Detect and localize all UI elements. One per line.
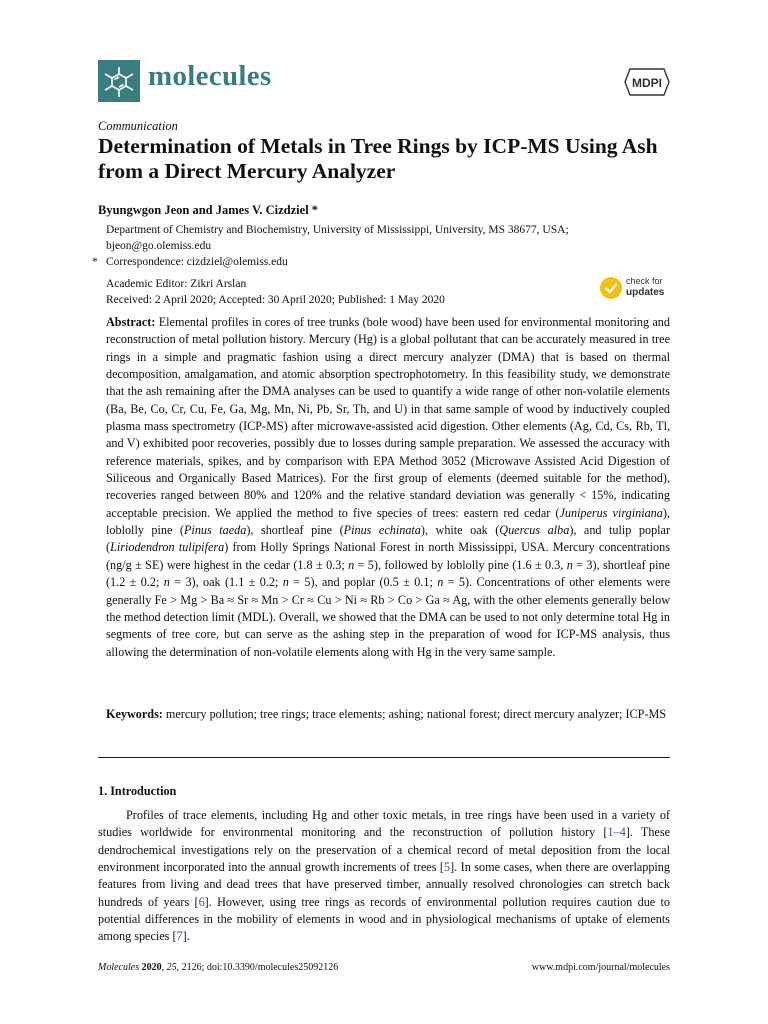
species-name: Juniperus virginiana <box>559 505 663 520</box>
abstract-text: ), and tulip poplar ( <box>106 523 671 555</box>
abstract-text: = 5), and poplar (0.5 ± 0.1; <box>288 575 438 590</box>
section-divider <box>98 757 670 758</box>
footer-journal: Molecules <box>98 962 140 973</box>
keywords <box>106 706 670 723</box>
sample-size-symbol: n <box>348 557 355 572</box>
abstract-text: ), white oak ( <box>420 523 500 538</box>
checkmark-icon <box>600 277 622 299</box>
keywords-text: mercury pollution; tree rings; trace elements; ashing; national forest; direct mercury analyzer; ICP-MS <box>162 707 667 721</box>
keywords-label: Keywords: <box>106 707 163 721</box>
journal-name: molecules <box>148 60 272 92</box>
abstract-text: = 5), followed by loblolly pine (1.6 ± 0.3, <box>354 557 567 572</box>
abstract-text: = 5). Concentrations of other elements were generally Fe > Mg > Ba ≈ Sr ≈ Mn > Cr ≈ Cu > Ni ≈ Rb > Co > Ga ≈ Ag, with the other elements generally below the method detection limit (MDL). Overall, we showed that the DMA can be used to not only determine total Hg in segments of tree core, but can serve as the ashing step in the preparation of wood for ICP-MS analysis, thus allowing the determination of non-volatile elements along with Hg in the very same sample. <box>106 575 670 659</box>
molecules-logo-icon <box>98 60 140 102</box>
footer-doi[interactable]: , 2126; doi:10.3390/molecules25092126 <box>176 962 339 973</box>
citation-info: Molecules 2020, 25, 2126; doi:10.3390/molecules25092126 <box>98 962 339 973</box>
check-updates-line2: updates <box>626 287 665 298</box>
affiliations <box>92 222 676 270</box>
citation-link[interactable]: 6 <box>198 894 205 909</box>
section-heading-introduction: 1. Introduction <box>98 784 177 798</box>
citation-link[interactable]: 7 <box>176 929 183 944</box>
authors: Byungwgon Jeon and James V. Cizdziel * <box>98 203 319 217</box>
abstract-label: Abstract: <box>106 315 156 329</box>
author-email[interactable]: bjeon@go.olemiss.edu <box>106 240 212 252</box>
article-dates <box>106 276 445 308</box>
species-name: Pinus echinata <box>343 523 421 538</box>
correspondence-email[interactable]: Correspondence: cizdziel@olemiss.edu <box>106 256 288 268</box>
abstract-text: Elemental profiles in cores of tree trunks (bole wood) have been used for environmental monitoring and reconstruction of metal pollution history. Mercury (Hg) is a global pollutant that can be accurately measured in tree rings in a simple and pragmatic fashion using a direct mercury analyzer (DMA) that is based on thermal decomposition, amalgamation, and atomic absorption spectrophotometry. In this feasibility study, we demonstrate that the ash remaining after the DMA analyses can be used to quantify a wide range of other non-volatile elements (Ba, Be, Co, Cr, Cu, Fe, Ga, Mg, Mn, Ni, Pb, Sr, Th, and U) in that same sample of wood by inductively coupled plasma mass spectrometry (ICP-MS) after microwave-assisted acid digestion. Other elements (Ag, Cd, Cs, Rb, Tl, and V) exhibited poor recoveries, possibly due to losses during sample preparation. We assessed the accuracy with reference materials, spikes, and by comparison with EPA Method 3052 (Microwave Assisted Acid Digestion of Siliceous and Organically Based Matrices). For the first group of elements (deemed suitable for the method), recoveries ranged between 80% and 120% and the relative standard deviation was generally < 15%, indicating acceptable precision. We applied the method to five species of trees: eastern red cedar ( <box>106 315 670 520</box>
abstract-text: ), shortleaf pine ( <box>246 523 344 538</box>
correspondence-line <box>92 254 676 270</box>
check-for-updates-badge[interactable] <box>600 276 672 302</box>
intro-text: ]. These dendrochemical investigations rely on the preservation of a chemical record of metal deposition from the local environment incorporated into the annual growth increments of trees [ <box>98 825 670 875</box>
abstract <box>106 314 670 661</box>
sample-size-symbol: n <box>437 575 444 590</box>
mdpi-logo <box>624 68 670 96</box>
sample-size-symbol: n <box>566 557 573 572</box>
intro-text: Profiles of trace elements, including Hg and other toxic metals, in tree rings have been used in a variety of studies worldwide for environmental monitoring and the reconstruction of pollution history [ <box>98 808 670 840</box>
abstract-text: ) from Holly Springs National Forest in north Mississippi, USA. Mercury concentrations (ng/g ± SE) were highest in the cedar (1.8 ± 0.3; <box>106 540 670 572</box>
species-name: Quercus alba <box>499 523 570 538</box>
abstract-text: = 3), shortleaf pine (1.2 ± 0.2; <box>106 557 670 590</box>
species-name: Pinus taeda <box>183 523 247 538</box>
journal-url[interactable]: www.mdpi.com/journal/molecules <box>531 962 670 973</box>
academic-editor: Academic Editor: Zikri Arslan <box>106 278 247 290</box>
journal-header <box>98 58 670 104</box>
abstract-text: ), loblolly pine ( <box>106 505 670 538</box>
affiliation-line: Department of Chemistry and Biochemistry, University of Mississippi, University, MS 38677, USA; <box>106 224 569 236</box>
article-title: Determination of Metals in Tree Rings by ICP-MS Using Ash from a Direct Mercury Analyzer <box>98 134 658 183</box>
sample-size-symbol: n <box>163 575 170 590</box>
footer-year: 2020 <box>139 962 162 973</box>
received-accepted-published: Received: 2 April 2020; Accepted: 30 April 2020; Published: 1 May 2020 <box>106 294 445 306</box>
article-type: Communication <box>98 119 178 133</box>
species-name: Liriodendron tulipifera <box>110 540 225 555</box>
sample-size-symbol: n <box>282 575 289 590</box>
intro-text: ]. However, using tree rings as records of environmental pollution requires caution due to potential differences in the mobility of elements in wood and in physiological mechanisms of uptake of elements among species [ <box>98 894 670 944</box>
correspondence-mark: * <box>92 256 98 268</box>
intro-text: ]. In some cases, when there are overlapping features from living and dead trees that have preserved timber, annually resolved chronologies can stretch back hundreds of years [ <box>98 860 670 909</box>
publisher-name: MDPI <box>632 76 662 90</box>
citation-link[interactable]: 5 <box>444 860 451 875</box>
abstract-text: = 3), oak (1.1 ± 0.2; <box>169 575 283 590</box>
intro-text: ]. <box>182 929 190 944</box>
check-updates-line1: check for <box>626 276 663 286</box>
footer-volume: 25 <box>166 962 177 973</box>
citation-link[interactable]: 1–4 <box>607 825 626 840</box>
introduction-paragraph <box>98 807 670 946</box>
